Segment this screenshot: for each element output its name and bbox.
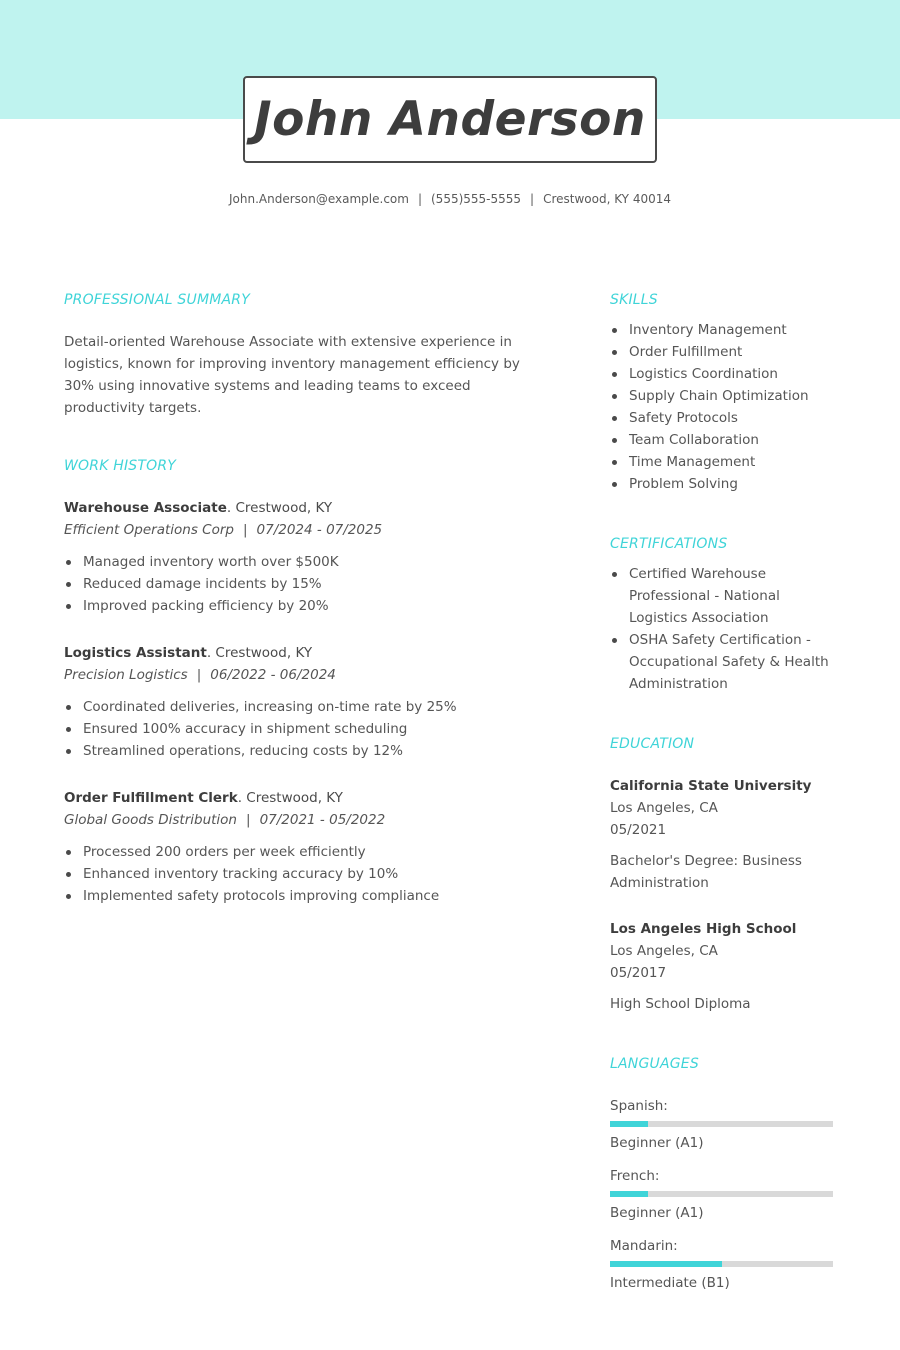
list-item: Streamlined operations, reducing costs by 12% xyxy=(64,740,554,762)
job-header xyxy=(64,787,554,809)
contact-line xyxy=(0,192,900,206)
job-role: Warehouse Associate xyxy=(64,500,227,516)
skill-item: Time Management xyxy=(610,451,850,473)
contact-separator: | xyxy=(417,192,422,206)
skills-heading: SKILLS xyxy=(610,292,658,308)
language-proficiency-bar xyxy=(610,1121,833,1127)
job-company: Precision Logistics xyxy=(64,667,188,683)
job-company: Efficient Operations Corp xyxy=(64,522,234,538)
language-name: French: xyxy=(610,1168,660,1184)
contact-location: Crestwood, KY 40014 xyxy=(543,192,671,206)
skill-item: Safety Protocols xyxy=(610,407,850,429)
education-entry xyxy=(610,775,850,894)
job-location: . Crestwood, KY xyxy=(237,790,343,806)
skill-item: Supply Chain Optimization xyxy=(610,385,850,407)
job-bullets xyxy=(64,696,554,762)
job-separator: | xyxy=(242,522,248,538)
candidate-name: John Anderson xyxy=(254,92,646,147)
job-bullets xyxy=(64,841,554,907)
job-entry xyxy=(64,787,554,907)
education-school: Los Angeles High School xyxy=(610,921,797,937)
education-location: Los Angeles, CA xyxy=(610,943,718,959)
job-role: Logistics Assistant xyxy=(64,645,207,661)
language-level: Intermediate (B1) xyxy=(610,1275,730,1291)
job-meta xyxy=(64,664,554,686)
job-location: . Crestwood, KY xyxy=(226,500,333,516)
right-column xyxy=(610,291,850,1294)
job-separator: | xyxy=(246,812,251,828)
job-location: . Crestwood, KY xyxy=(206,645,313,661)
languages-heading: LANGUAGES xyxy=(610,1056,699,1072)
job-separator: | xyxy=(196,667,202,683)
skills-list xyxy=(610,319,850,495)
list-item: Managed inventory worth over $500K xyxy=(64,551,554,573)
language-proficiency-bar xyxy=(610,1191,833,1197)
certification-item: OSHA Safety Certification - Occupational Safety & Health Administration xyxy=(610,629,840,695)
skill-item: Inventory Management xyxy=(610,319,850,341)
language-name: Mandarin: xyxy=(610,1238,678,1254)
education-location: Los Angeles, CA xyxy=(610,800,718,816)
summary-text: Detail-oriented Warehouse Associate with extensive experience in logistics, known for improving inventory management efficiency by 30% using innovative systems and leading teams to exceed productivity targets. xyxy=(64,334,520,416)
job-bullets xyxy=(64,551,554,617)
job-dates: 07/2024 - 07/2025 xyxy=(256,522,383,538)
education-heading: EDUCATION xyxy=(610,736,695,752)
contact-phone[interactable]: (555)555-5555 xyxy=(431,192,522,206)
education-degree: Bachelor's Degree: Business Administration xyxy=(610,853,802,891)
work-history-heading: WORK HISTORY xyxy=(64,458,177,474)
skill-item: Order Fulfillment xyxy=(610,341,850,363)
list-item: Ensured 100% accuracy in shipment scheduling xyxy=(64,718,554,740)
skill-item: Logistics Coordination xyxy=(610,363,850,385)
education-school: California State University xyxy=(610,778,812,794)
list-item: Implemented safety protocols improving compliance xyxy=(64,885,554,907)
job-entry xyxy=(64,497,554,617)
job-header xyxy=(64,642,554,664)
language-proficiency-fill xyxy=(610,1191,648,1197)
left-column xyxy=(64,291,554,907)
job-company: Global Goods Distribution xyxy=(64,812,237,828)
language-proficiency-bar xyxy=(610,1261,833,1267)
language-proficiency-fill xyxy=(610,1261,722,1267)
job-meta xyxy=(64,519,554,541)
certifications-heading: CERTIFICATIONS xyxy=(610,536,728,552)
skill-item: Team Collaboration xyxy=(610,429,850,451)
language-level: Beginner (A1) xyxy=(610,1135,704,1151)
job-entry xyxy=(64,642,554,762)
contact-email[interactable]: John.Anderson@example.com xyxy=(229,192,409,206)
job-header xyxy=(64,497,554,519)
summary-heading: PROFESSIONAL SUMMARY xyxy=(64,292,250,308)
education-entry xyxy=(610,918,850,1015)
certifications-list xyxy=(610,563,850,695)
education-date: 05/2017 xyxy=(610,965,667,981)
education-degree: High School Diploma xyxy=(610,996,751,1012)
contact-separator: | xyxy=(530,192,535,206)
language-proficiency-fill xyxy=(610,1121,648,1127)
list-item: Improved packing efficiency by 20% xyxy=(64,595,554,617)
job-meta xyxy=(64,809,554,831)
skill-item: Problem Solving xyxy=(610,473,850,495)
language-item xyxy=(610,1235,850,1294)
list-item: Processed 200 orders per week efficiently xyxy=(64,841,554,863)
list-item: Enhanced inventory tracking accuracy by 10% xyxy=(64,863,554,885)
language-name: Spanish: xyxy=(610,1098,668,1114)
language-item xyxy=(610,1095,850,1154)
list-item: Coordinated deliveries, increasing on-time rate by 25% xyxy=(64,696,554,718)
list-item: Reduced damage incidents by 15% xyxy=(64,573,554,595)
job-dates: 06/2022 - 06/2024 xyxy=(210,667,336,683)
languages-list xyxy=(610,1095,850,1294)
job-role: Order Fulfillment Clerk xyxy=(64,790,238,806)
certification-item: Certified Warehouse Professional - National Logistics Association xyxy=(610,563,840,629)
job-dates: 07/2021 - 05/2022 xyxy=(259,812,386,828)
name-frame xyxy=(243,76,657,163)
language-item xyxy=(610,1165,850,1224)
education-date: 05/2021 xyxy=(610,822,667,838)
language-level: Beginner (A1) xyxy=(610,1205,704,1221)
